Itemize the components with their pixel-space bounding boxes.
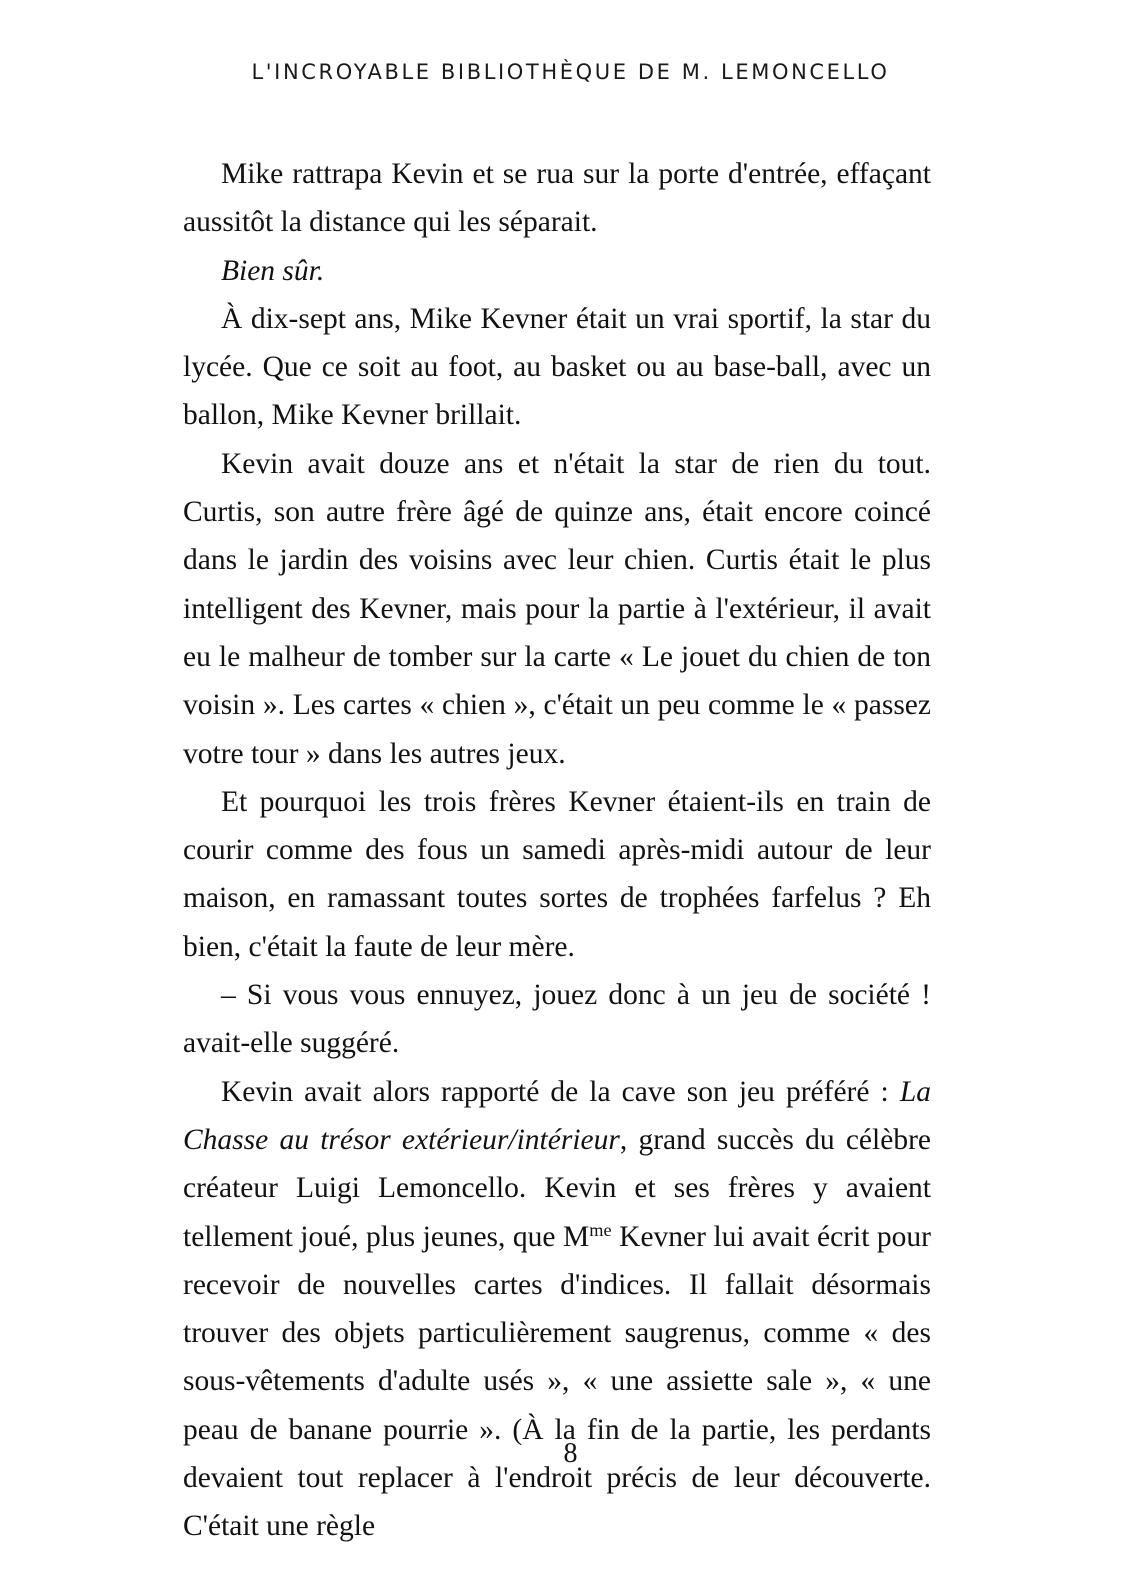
paragraph: Mike rattrapa Kevin et se rua sur la porte d'entrée, effaçant aussitôt la distance qui les séparait. — [183, 158, 931, 239]
paragraph: À dix-sept ans, Mike Kevner était un vrai sportif, la star du lycée. Que ce soit au foot, au basket ou au base-ball, avec un ballon, Mike Kevner brillait. — [183, 302, 931, 432]
paragraph-text-tail: Kevner lui avait écrit pour recevoir de nouvelles cartes d'indices. Il fallait désormais trouver des objets particulièrement saugrenus, comme « des sous-vêtements d'adulte usés », « une assiette sale », « une peau de banane pourrie ». (À la fin de la partie, les perdants devaient tout replacer à l'endroit précis de leur découverte. C'était une règle — [183, 1220, 931, 1543]
paragraph-mixed — [183, 1068, 931, 1551]
paragraph-text-lead: Kevin avait alors rapporté de la cave son jeu préféré : — [221, 1075, 900, 1108]
game-title: La Chasse au trésor extérieur/intérieur — [183, 1075, 931, 1156]
ordinal-suffix: me — [589, 1219, 612, 1240]
running-head: L'INCROYABLE BIBLIOTHÈQUE DE M. LEMONCELLO — [251, 60, 890, 84]
page-number: 8 — [563, 1438, 578, 1469]
body-text — [183, 150, 931, 1551]
paragraph: Et pourquoi les trois frères Kevner étaient-ils en train de courir comme des fous un samedi après-midi autour de leur maison, en ramassant toutes sortes de trophées farfelus ? Eh bien, c'était la faute de leur mère. — [183, 785, 931, 963]
paragraph-dialogue: – Si vous vous ennuyez, jouez donc à un jeu de société ! avait-elle suggéré. — [183, 979, 931, 1060]
paragraph-italic: Bien sûr. — [221, 254, 325, 287]
paragraph-text-mid: , grand succès du célèbre créateur Luigi Lemoncello. Kevin et ses frères y avaient tellement joué, plus jeunes, que M — [183, 1123, 931, 1253]
paragraph: Kevin avait douze ans et n'était la star de rien du tout. Curtis, son autre frère âgé de quinze ans, était encore coincé dans le jardin des voisins avec leur chien. Curtis était le plus intelligent des Kevner, mais pour la partie à l'extérieur, il avait eu le malheur de tomber sur la carte « Le jouet du chien de ton voisin ». Les cartes « chien », c'était un peu comme le « passez votre tour » dans les autres jeux. — [183, 447, 931, 770]
